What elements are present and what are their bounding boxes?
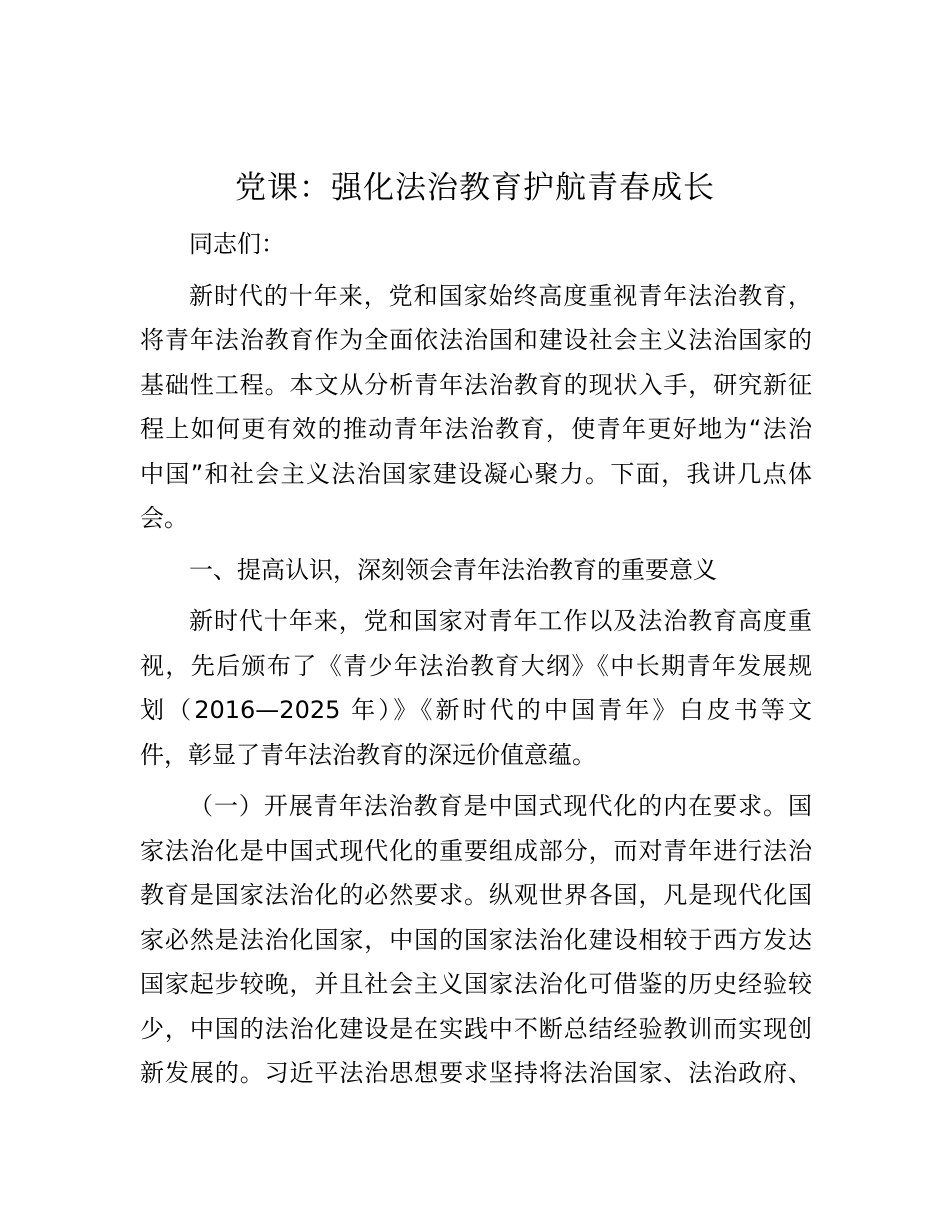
paragraph-gap: [140, 267, 812, 274]
text-line: 新时代的十年来，党和国家始终高度重视青年法治教育，: [189, 281, 812, 310]
document-title: 党课：强化法治教育护航青春成长: [235, 170, 715, 206]
text-line: （一）开展青年法治教育是中国式现代化的内在要求。国: [189, 792, 812, 820]
paragraph-point-1: [140, 784, 812, 1096]
text-line: 家必然是法治化国家，中国的国家法治化建设相较于西方发达: [140, 925, 812, 954]
text-line: 新时代十年来，党和国家对青年工作以及法治教育高度重: [189, 607, 812, 635]
paragraph-gap: [140, 777, 812, 784]
text-line: 教育是国家法治化的必然要求。纵观世界各国，凡是现代化国: [140, 881, 812, 909]
paragraph-section-1-intro: [140, 599, 812, 777]
text-line: 新发展的。习近平法治思想要求坚持将法治国家、法治政府、: [140, 1059, 812, 1087]
paragraph-gap: [140, 592, 812, 599]
text-line: 基础性工程。本文从分析青年法治教育的现状入手，研究新征: [140, 370, 812, 399]
paragraph-intro: [140, 274, 812, 541]
section-heading-1: [140, 548, 812, 593]
text-line: 件，彰显了青年法治教育的深远价值意蕴。: [140, 740, 596, 769]
salutation-text: 同志们：: [189, 230, 285, 258]
text-line: 中国”和社会主义法治国家建设凝心聚力。下面，我讲几点体: [140, 459, 812, 488]
text-line: 程上如何更有效的推动青年法治教育，使青年更好地为“法治: [140, 415, 812, 443]
heading-text: 一、提高认识，深刻领会青年法治教育的重要意义: [189, 555, 717, 584]
text-line: 国家起步较晚，并且社会主义国家法治化可借鉴的历史经验较: [140, 970, 812, 998]
paragraph-gap: [140, 541, 812, 548]
text-line: 少，中国的法治化建设是在实践中不断总结经验教训而实现创: [140, 1014, 812, 1043]
document-body: [140, 222, 812, 1096]
text-line: 将青年法治教育作为全面依法治国和建设社会主义法治国家的: [140, 326, 812, 354]
salutation: [140, 222, 812, 267]
text-line: 家法治化是中国式现代化的重要组成部分，而对青年进行法治: [140, 836, 812, 865]
text-line: 视，先后颁布了《青少年法治教育大纲》《中长期青年发展规: [140, 651, 812, 680]
text-line: 划（2016—2025 年）》《新时代的中国青年》白皮书等文: [140, 696, 812, 724]
text-line: 会。: [140, 504, 188, 532]
